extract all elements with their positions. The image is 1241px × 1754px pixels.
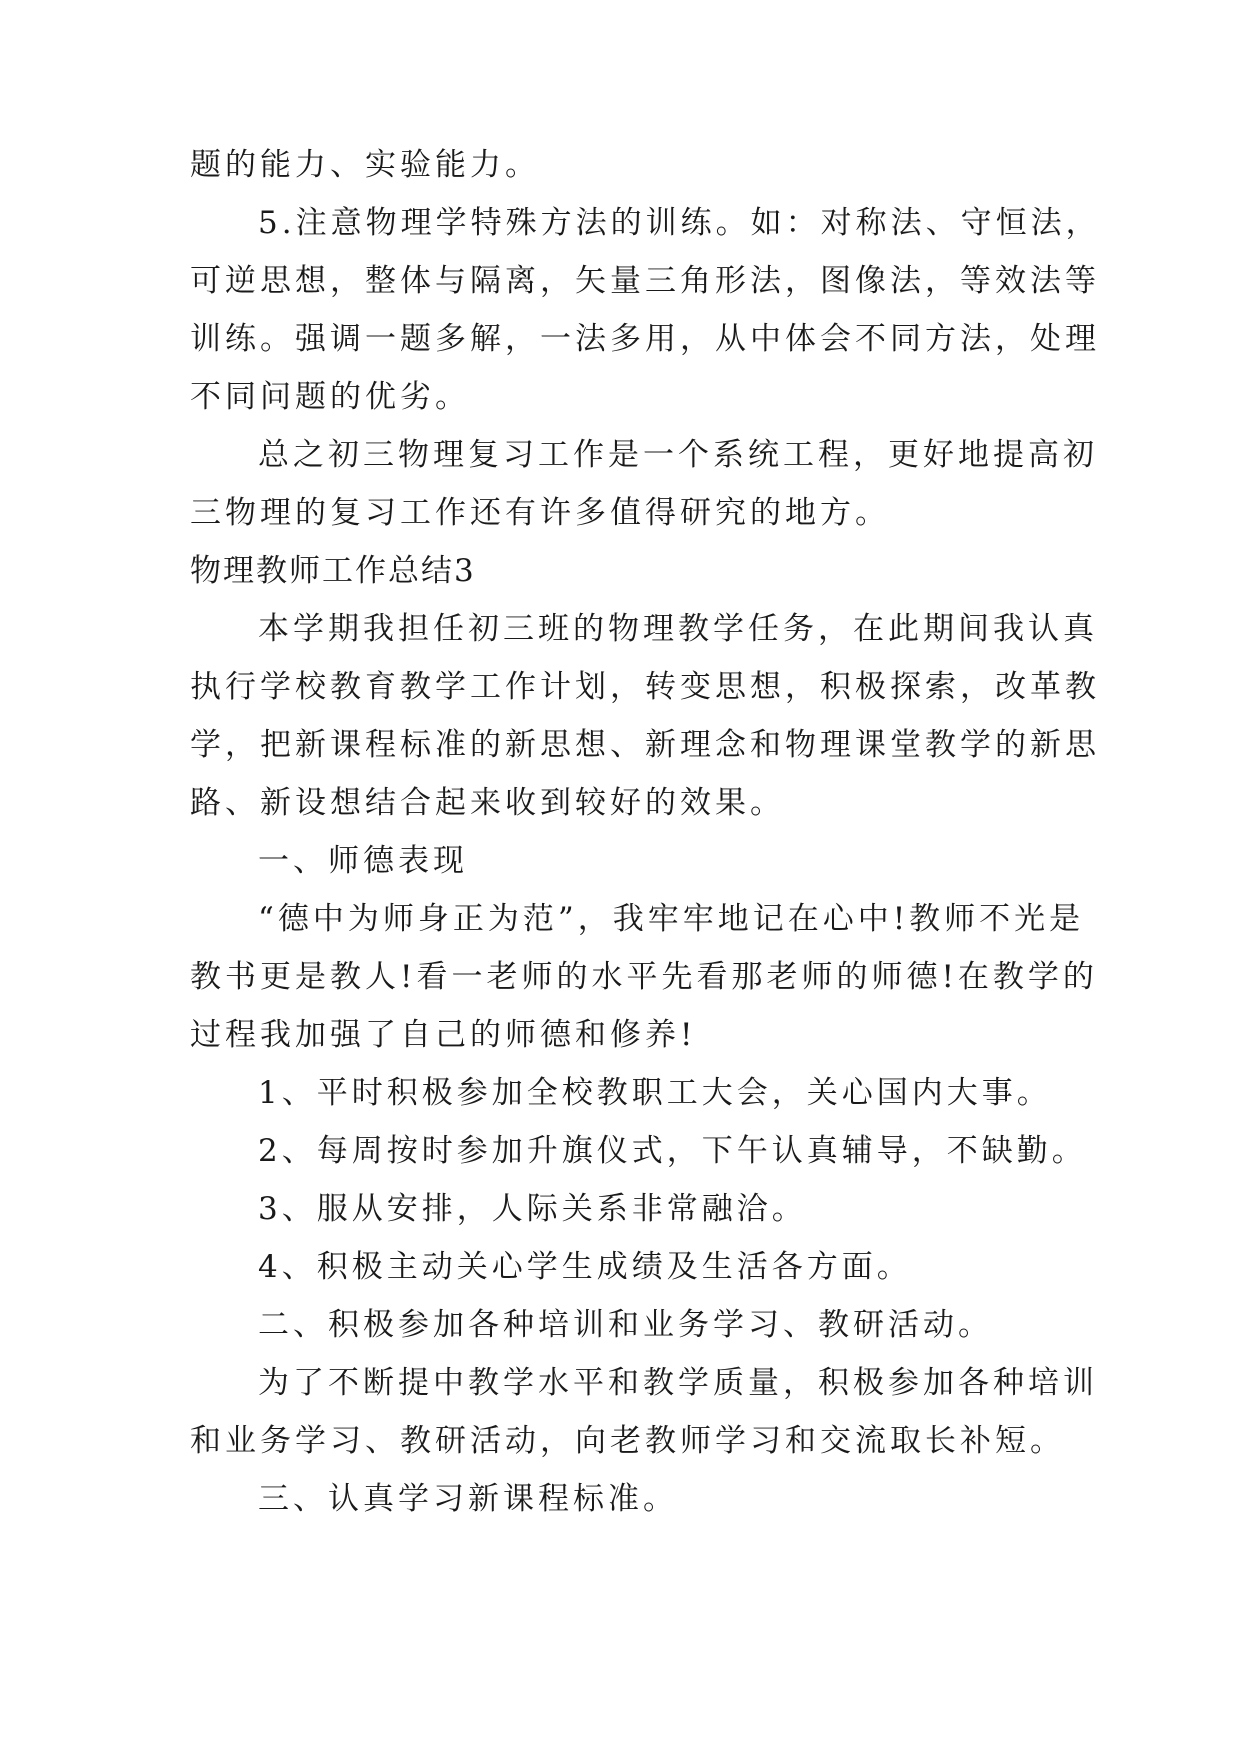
paragraph-line: 学，把新课程标准的新思想、新理念和物理课堂教学的新思 xyxy=(190,727,1100,763)
paragraph-line: 执行学校教育教学工作计划，转变思想，积极探索，改革教 xyxy=(190,669,1100,705)
list-item: 2、每周按时参加升旗仪式，下午认真辅导，不缺勤。 xyxy=(258,1133,1087,1169)
paragraph-line: 5.注意物理学特殊方法的训练。如：对称法、守恒法， xyxy=(258,205,1101,241)
paragraph-line: 和业务学习、教研活动，向老教师学习和交流取长补短。 xyxy=(190,1423,1065,1459)
paragraph-line: 训练。强调一题多解，一法多用，从中体会不同方法，处理 xyxy=(190,321,1100,357)
paragraph-line: 三物理的复习工作还有许多值得研究的地方。 xyxy=(190,495,890,531)
subsection-heading: 二、积极参加各种培训和业务学习、教研活动。 xyxy=(258,1307,993,1343)
list-item: 3、服从安排，人际关系非常融洽。 xyxy=(258,1191,807,1227)
section-title: 物理教师工作总结3 xyxy=(190,553,476,589)
paragraph-line: 过程我加强了自己的师德和修养! xyxy=(190,1017,697,1053)
list-item: 4、积极主动关心学生成绩及生活各方面。 xyxy=(258,1249,912,1285)
paragraph-line: 可逆思想，整体与隔离，矢量三角形法，图像法，等效法等 xyxy=(190,263,1100,299)
subsection-heading: 一、师德表现 xyxy=(258,843,468,879)
paragraph-line: 题的能力、实验能力。 xyxy=(190,147,540,183)
subsection-heading: 三、认真学习新课程标准。 xyxy=(258,1481,678,1517)
paragraph-line: “德中为师身正为范”，我牢牢地记在心中!教师不光是 xyxy=(258,901,1085,937)
paragraph-line: 路、新设想结合起来收到较好的效果。 xyxy=(190,785,785,821)
paragraph-line: 为了不断提中教学水平和教学质量，积极参加各种培训 xyxy=(258,1365,1098,1401)
paragraph-line: 不同问题的优劣。 xyxy=(190,379,470,415)
paragraph-line: 本学期我担任初三班的物理教学任务，在此期间我认真 xyxy=(258,611,1098,647)
list-item: 1、平时积极参加全校教职工大会，关心国内大事。 xyxy=(258,1075,1052,1111)
paragraph-line: 总之初三物理复习工作是一个系统工程，更好地提高初 xyxy=(258,437,1098,473)
paragraph-line: 教书更是教人!看一老师的水平先看那老师的师德!在教学的 xyxy=(190,959,1098,995)
